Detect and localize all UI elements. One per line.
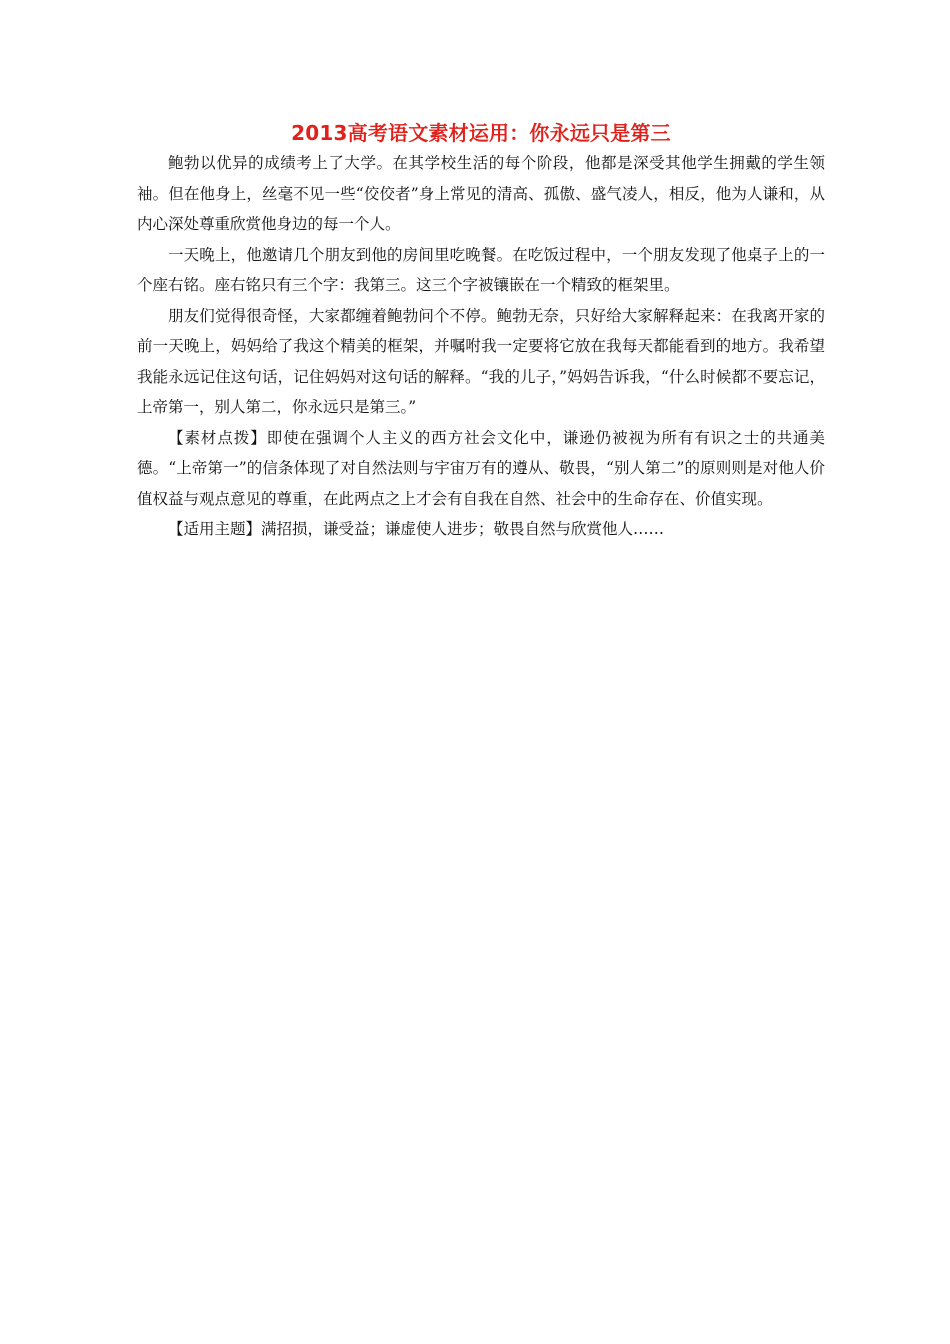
comment-text: 即使在强调个人主义的西方社会文化中，谦逊仍被视为所有有识之士的共通美德。“上帝第一”的信条体现了对自然法则与宇宙万有的遵从、敬畏，“别人第二”的原则则是对他人价值权益与观点意见的尊重，在此两点之上才会有自我在自然、社会中的生命存在、价值实现。 [137,428,825,508]
theme-text: 满招损，谦受益；谦虚使人进步；敬畏自然与欣赏他人…… [261,520,665,538]
comment-label: 【素材点拨】 [168,428,267,447]
story-paragraph-1: 鲍勃以优异的成绩考上了大学。在其学校生活的每个阶段，他都是深受其他学生拥戴的学生领袖。但在他身上，丝毫不见一些“佼佼者”身上常见的清高、孤傲、盛气凌人，相反，他为人谦和，从内心深处尊重欣赏他身边的每一个人。 [137,154,825,233]
theme-paragraph [137,514,825,545]
story-paragraph-3: 朋友们觉得很奇怪，大家都缠着鲍勃问个不停。鲍勃无奈，只好给大家解释起来：在我离开家的前一天晚上，妈妈给了我这个精美的框架，并嘱咐我一定要将它放在我每天都能看到的地方。我希望我能永远记住这句话，记住妈妈对这句话的解释。“我的儿子，”妈妈告诉我，“什么时候都不要忘记，上帝第一，别人第二，你永远只是第三。” [137,306,825,416]
theme-label: 【适用主题】 [168,520,262,538]
comment-paragraph [137,423,825,515]
document-body [137,118,825,545]
story-paragraph-2: 一天晚上，他邀请几个朋友到他的房间里吃晚餐。在吃饭过程中，一个朋友发现了他桌子上的一个座右铭。座右铭只有三个字：我第三。这三个字被镶嵌在一个精致的框架里。 [137,245,825,294]
document-title: 2013高考语文素材运用：你永远只是第三 [291,121,671,145]
